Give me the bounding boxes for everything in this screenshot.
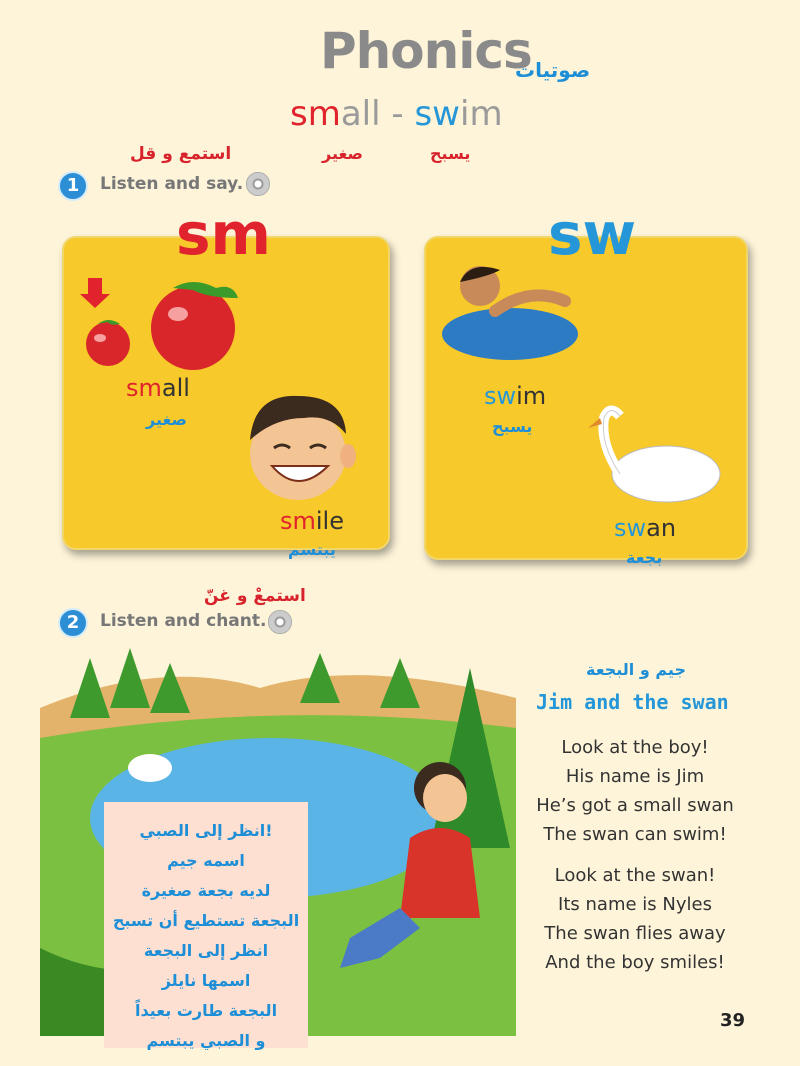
translation-line: البجعة تستطيع أن تسبح [112,911,300,930]
word-small-arabic: صغير [146,410,187,429]
translation-line: انظر إلى الصبي! [139,821,273,840]
page-title-arabic: صوتيات [515,58,591,82]
arrow-down-icon [80,278,110,308]
subtitle-dash: - [380,94,415,134]
word-swim-rest: im [516,382,547,410]
section1-number: 1 [58,171,88,201]
word-swim-arabic: يسبح [492,417,533,436]
poem-stanza-1 [520,733,750,849]
translation-line: اسمه جيم [167,851,245,870]
word-swan-sw: sw [614,514,647,542]
poem-stanza-2 [520,861,750,977]
word-swan-rest: an [646,514,677,542]
translation-line: و الصبي يبتسم [146,1031,266,1050]
translation-line: انظر إلى البجعة [143,941,269,960]
poem-line: And the boy smiles! [545,952,725,973]
word-small-sm: sm [126,374,162,402]
poem-line: Look at the swan! [554,865,716,886]
word-swan [614,514,676,542]
gloss-small: صغير [322,144,363,163]
translation-line: البجعة طارت بعيداً [134,1001,278,1020]
word-smile-sm: sm [280,507,316,535]
swan-illustration [580,404,725,504]
poem-title: Jim and the swan [536,690,729,714]
word-swan-arabic: بجعة [626,548,663,567]
subtitle-sw: sw [414,94,460,134]
word-smile-arabic: يبتسم [288,540,336,559]
cd-audio-icon[interactable] [268,610,292,634]
lesson-subtitle [290,94,503,134]
poem-line: His name is Jim [565,766,705,787]
poem-line: Its name is Nyles [558,894,712,915]
small-apple-icon [86,322,130,366]
section1-label: Listen and say. [100,174,244,194]
word-swim [484,382,546,410]
cd-audio-icon[interactable] [246,172,270,196]
card-sm-heading: sm [176,200,271,268]
section2-label: Listen and chant. [100,611,267,631]
subtitle-im: im [460,94,503,134]
poem-line: Look at the boy! [561,737,709,758]
translation-line: لديه بجعة صغيرة [141,881,271,900]
word-smile-rest: ile [315,507,344,535]
poem-title-arabic: جيم و البجعة [586,660,686,679]
word-swim-sw: sw [484,382,517,410]
subtitle-sm: sm [290,94,341,134]
gloss-swim: يسبح [430,144,471,163]
poem-line: The swan flies away [544,923,726,944]
big-apple-icon [151,286,235,370]
card-sw-heading: sw [548,200,637,268]
word-smile [280,507,344,535]
subtitle-all: all [340,94,381,134]
word-small-rest: all [161,374,190,402]
section1-arabic: استمع و قل [130,144,232,164]
apples-illustration [78,268,258,378]
page-title: Phonics [320,22,532,80]
arabic-translation-box [104,802,308,1048]
translation-line: اسمها نايلز [161,971,251,990]
section2-arabic: استمعْ و غنّ [204,586,306,606]
page-number: 39 [720,1010,746,1031]
word-small [126,374,190,402]
smiling-boy-illustration [234,384,364,509]
swimming-boy-illustration [440,256,600,366]
section2-number: 2 [58,608,88,638]
poem-line: The swan can swim! [543,824,727,845]
poem-line: He’s got a small swan [536,795,734,816]
